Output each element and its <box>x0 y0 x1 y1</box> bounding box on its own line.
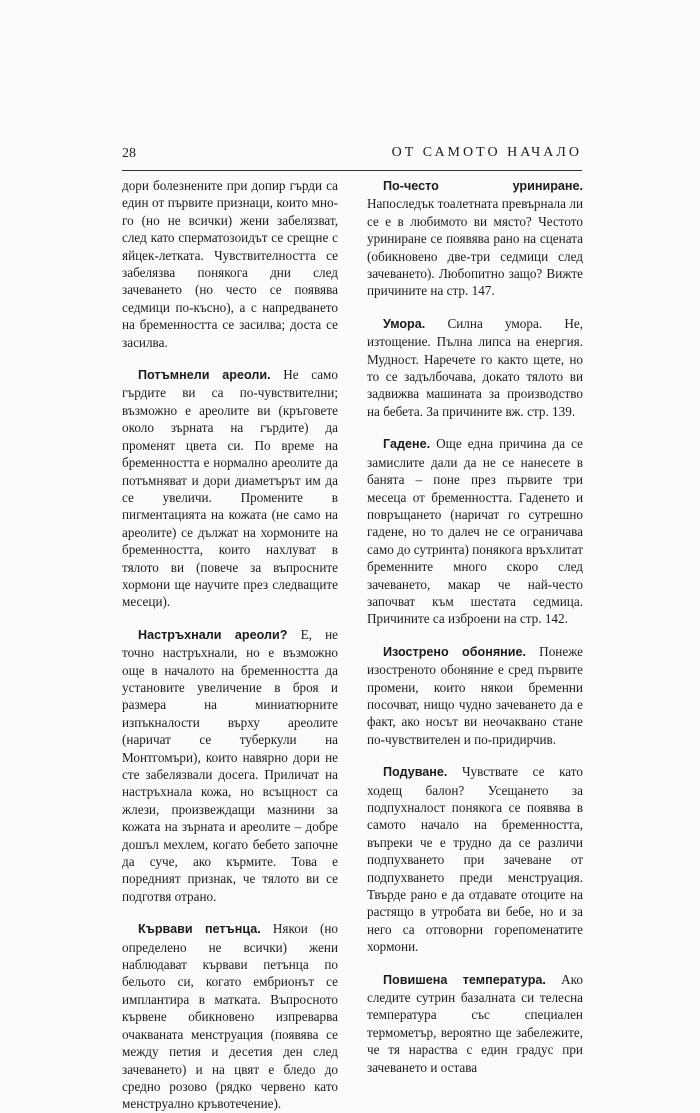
left-column <box>122 177 338 1113</box>
section-nausea <box>367 435 583 627</box>
section-text: Не само гърдите ви са по-чувствителни; възможно е ареолите ви (кръговете около зърната на гърдите) да променят цвета си. По време на бременността е нормално ареолите да потъмняват и дори диаметърът им да се увеличи. Промените в пигментацията на кожата (не само на ареолите) се дължат на хормоните на бременността, които нахлуват в тялото ви (повече за въпросните хормони ще научите през следващите месеци). <box>122 367 338 610</box>
section-heading: Гадене. <box>383 437 431 452</box>
page-number: 28 <box>122 146 136 161</box>
section-temperature <box>367 971 583 1076</box>
section-fatigue <box>367 315 583 420</box>
section-heading: Повишена температура. <box>383 972 546 987</box>
section-text: Още една причина да се замислите дали да не се нанесете в банята – поне през първите три месеца от бременността. Гаденето и повръщането (наричат го сутрешно гадене, но то далеч не се ограничава само до сутринта) понякога връхлитат бременните много скоро след зачеването, макар че най-често започват към шестата седмица. Причините са изброени на стр. 142. <box>367 436 583 627</box>
section-text: Ако следите сутрин базалната си телесна температура със специален термометър, вероятно ще забележите, че тя нараства с един градус при зачеването и остава <box>367 971 584 1075</box>
intro-paragraph: дори болезнените при допир гърди са един от първите признаци, които мно-го (но не всички) жени забелязват, след като сперматозоидът се срещне с яйцек-летката. Чувствителността се забелязва понякога дни след зачеването (но често се появява седмици по-късно), а с напредването на бременността се засилва; доста се засилва. <box>122 178 338 350</box>
section-text: Силна умора. Не, изтощение. Пълна липса на енергия. Мудност. Наречете го както щете, но то се задълбочава, докато тялото ви задвижва машината за производство на бебета. За причините вж. стр. 139. <box>367 315 583 419</box>
section-heading: Кървави петънца. <box>138 922 261 937</box>
section-dark-areolas <box>122 366 338 611</box>
running-title: ОТ САМОТО НАЧАЛО <box>391 145 582 160</box>
section-heading: Изострено обоняние. <box>383 644 527 659</box>
section-bloating <box>367 763 583 955</box>
section-text: Напоследък тоалетната превърнала ли се е в любимото ви място? Честото уриниране се появява рано на сцената (обикновено две-три седмици след зачеването). Любопитно защо? Вижте причините на стр. 147. <box>367 196 583 299</box>
section-spotting <box>122 920 338 1112</box>
section-text: Някои (но определено не всички) жени наблюдават кървави петънца по бельото си, когато ембрионът се имплантира в матката. Въпросното кървене обикновено изпреварва очакваната менструация (появява се между петия и десетия ден след зачеването) и на цвят е бледо до средно розово (рядко червено като менструално кръвотечение). <box>122 921 338 1112</box>
section-heading: Потъмнели ареоли. <box>138 368 271 383</box>
section-text: Чувствате се като ходещ балон? Усещането за подпухналост понякога се появява в самото начало на бременността, въпреки че е трудно да се различи подпухването при зачеване от подпухването преди менструация. Твърде рано е да отдавате отоците на растящо в утробата ви бебе, но и за него са отговорни горепоменатите хормони. <box>367 764 583 955</box>
page-header <box>122 140 582 171</box>
section-heading: По-често уриниране. <box>383 179 583 193</box>
section-smell <box>367 643 583 748</box>
section-frequent-urination <box>367 177 583 300</box>
section-heading: Подуване. <box>383 765 448 780</box>
section-bumpy-areolas <box>122 626 338 906</box>
section-text: Е, не точно настръхнали, но е възможно още в началото на бременността да установите увеличение в броя и размера на миниатюрните изпъкналости върху ареолите (наричат се туберкули на Монтгомъри), които навярно дори не сте забелязвали досега. Приличат на настръхнала кожа, но всъщност са жлези, произвеждащи мазнини за кожата на зърната и ареолите – добре дошъл мехлем, когато бебето започне да суче, ако кърмите. Това е поредният признак, че тялото ви се подготвя отрано. <box>122 626 338 904</box>
section-heading: Умора. <box>383 316 426 331</box>
section-heading: Настръхнали ареоли? <box>138 627 288 642</box>
section-text: Понеже изостреното обоняние е сред първите промени, които някои бременни посочват, нищо чудно зачеването да е факт, ако носът ви неочаквано стане по-чувствителен и по-придирчив. <box>367 643 583 747</box>
right-column <box>367 177 583 1076</box>
